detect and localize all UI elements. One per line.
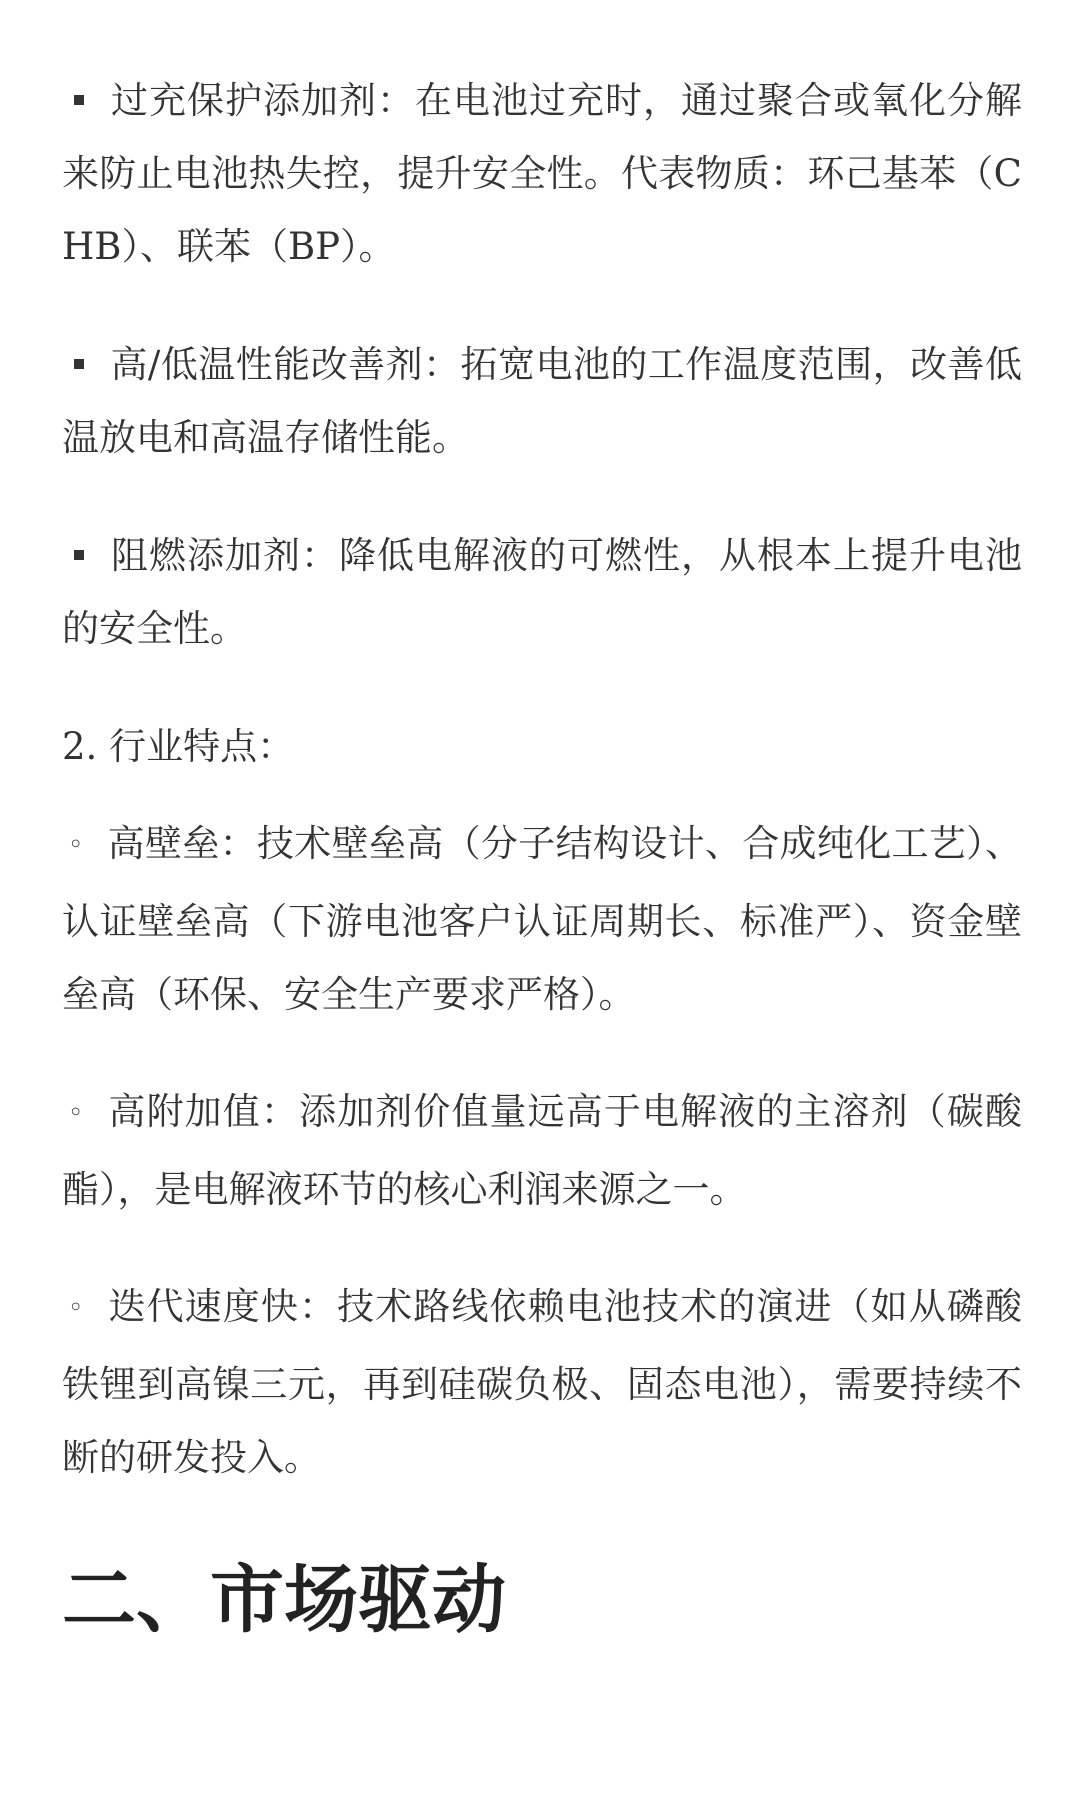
article-body xyxy=(62,64,1022,1494)
list-item-text: 迭代速度快：技术路线依赖电池技术的演进（如从磷酸铁锂到高镍三元，再到硅碳负极、固态电池），需要持续不断的研发投入。 xyxy=(62,1285,1022,1479)
square-bullet-icon xyxy=(74,95,84,105)
list-item-high-barrier xyxy=(62,807,1022,1031)
list-item-high-value xyxy=(62,1075,1022,1226)
section-heading: 二、市场驱动 xyxy=(62,1557,506,1643)
list-item-text: 过充保护添加剂：在电池过充时，通过聚合或氧化分解来防止电池热失控，提升安全性。代表物质：环己基苯（CHB）、联苯（BP）。 xyxy=(62,79,1022,268)
list-item-text: 高/低温性能改善剂：拓宽电池的工作温度范围，改善低温放电和高温存储性能。 xyxy=(62,343,1022,459)
list-item-temperature xyxy=(62,328,1022,474)
list-item-overcharge xyxy=(62,64,1022,283)
list-item-text: 高附加值：添加剂价值量远高于电解液的主溶剂（碳酸酯），是电解液环节的核心利润来源之一。 xyxy=(62,1090,1022,1211)
square-bullet-icon xyxy=(74,550,84,560)
list-item-text: 阻燃添加剂：降低电解液的可燃性，从根本上提升电池的安全性。 xyxy=(62,534,1022,650)
list-item-flame-retardant xyxy=(62,519,1022,665)
list-item-text: 高壁垒：技术壁垒高（分子结构设计、合成纯化工艺）、认证壁垒高（下游电池客户认证周期长、标准严）、资金壁垒高（环保、安全生产要求严格）。 xyxy=(62,822,1022,1016)
list-item-fast-iteration xyxy=(62,1270,1022,1494)
square-bullet-icon xyxy=(74,359,84,369)
circle-bullet-icon: ◦ xyxy=(68,1293,84,1323)
subheading-industry-features: 2. 行业特点： xyxy=(62,725,295,768)
circle-bullet-icon: ◦ xyxy=(68,830,84,860)
circle-bullet-icon: ◦ xyxy=(68,1098,84,1128)
